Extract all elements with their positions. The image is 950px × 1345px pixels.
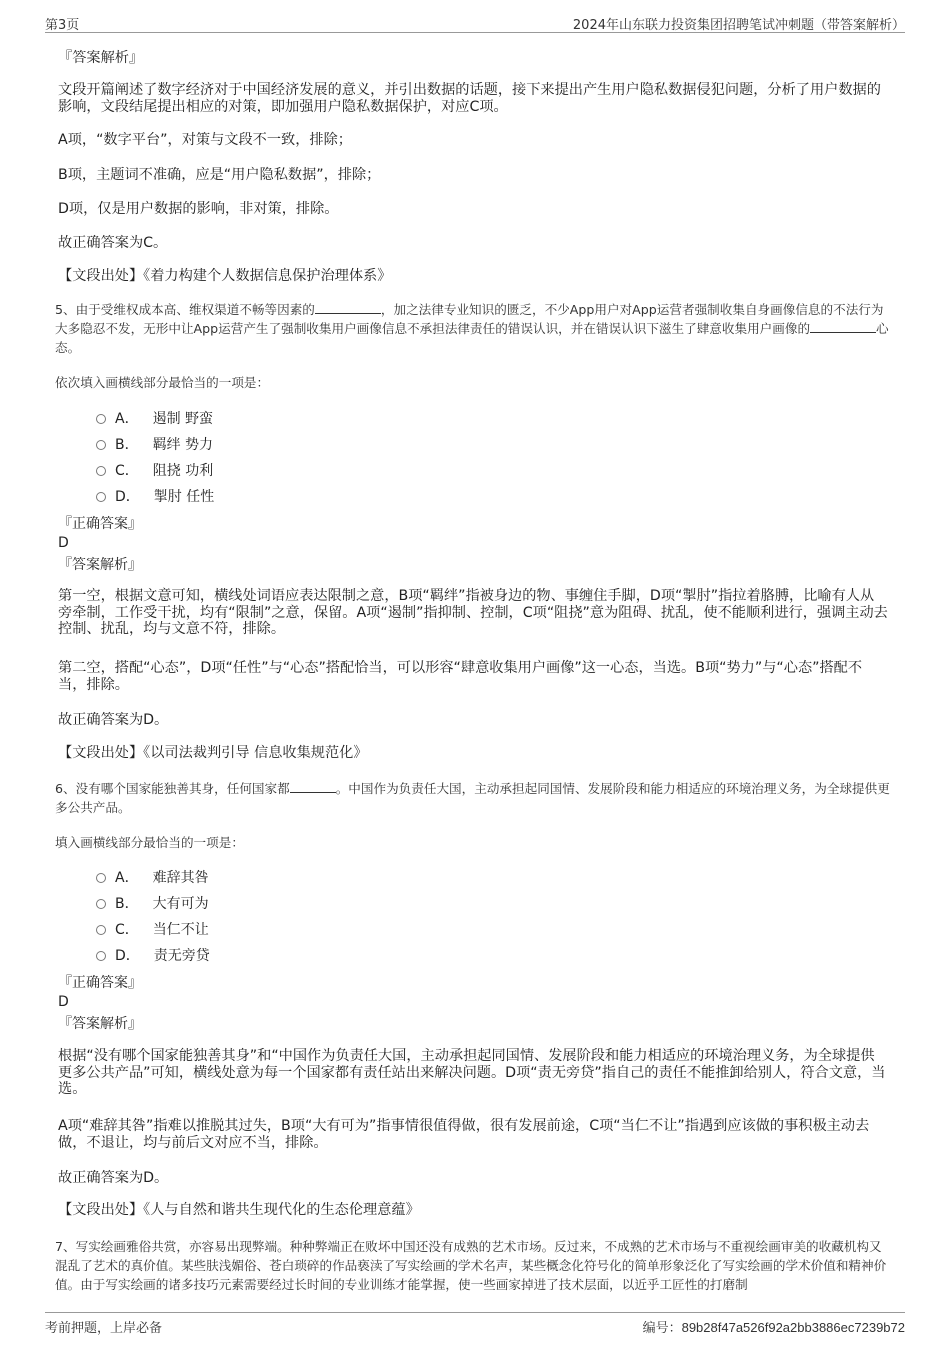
fill-blank	[290, 781, 336, 793]
q4-analysis-p4: D项，仅是用户数据的影响，非对策，排除。	[58, 201, 339, 217]
q4-analysis-label: 『答案解析』	[58, 50, 144, 66]
q5-option-d[interactable]: D． 掣肘 任性	[96, 488, 214, 506]
q4-analysis-p1: 文段开篇阐述了数字经济对于中国经济发展的意义，并引出数据的话题，接下来提出产生用户隐私数据侵犯问题，分析了用户数据的影响，文段结尾提出相应的对策，即加强用户隐私数据保护，对应C项。	[58, 82, 881, 115]
radio-icon[interactable]	[96, 899, 106, 909]
q5-option-b[interactable]: B． 羁绊 势力	[96, 436, 213, 454]
document-code: 编号：89b28f47a526f92a2bb3886ec7239b72	[642, 1320, 905, 1336]
radio-icon[interactable]	[96, 466, 106, 476]
q6-answer: D	[58, 994, 69, 1010]
radio-icon[interactable]	[96, 492, 106, 502]
q6-answer-conclusion: 故正确答案为D。	[58, 1170, 169, 1186]
q5-option-c[interactable]: C． 阻挠 功利	[96, 462, 213, 480]
q6-analysis-p2: A项“难辞其咎”指难以推脱其过失，B项“大有可为”指事情很值得做，很有发展前途，C项“当仁不让”指遇到应该做的事积极主动去做，不退让，均与前后文对应不当，排除。	[58, 1118, 870, 1151]
q6-prompt: 填入画横线部分最恰当的一项是：	[55, 835, 244, 850]
radio-icon[interactable]	[96, 873, 106, 883]
q6-option-b[interactable]: B． 大有可为	[96, 895, 209, 913]
q4-analysis-p2: A项，“数字平台”，对策与文段不一致，排除；	[58, 132, 352, 148]
q5-answer-label: 『正确答案』	[58, 516, 142, 532]
q5-source: 【文段出处】《以司法裁判引导 信息收集规范化》	[58, 745, 368, 761]
q5-prompt: 依次填入画横线部分最恰当的一项是：	[55, 375, 270, 390]
q5-option-a[interactable]: A． 遏制 野蛮	[96, 410, 213, 428]
q7-stem: 7、写实绘画雅俗共赏，亦容易出现弊端。种种弊端正在败坏中国还没有成熟的艺术市场。反过来，不成熟的艺术市场与不重视绘画审美的收藏机构又混乱了艺术的真价值。某些肤浅媚俗、苍白琐碎的作品亵渎了写实绘画的学术名声，某些概念化符号化的简单形象泛化了写实绘画的学术价值和精神价值。由于写实绘画的诸多技巧元素需要经过长时间的专业训练才能掌握，使一些画家掉进了技术层面，以近乎工匠性的打磨制	[55, 1239, 887, 1292]
q5-answer-conclusion: 故正确答案为D。	[58, 712, 169, 728]
q5-analysis-p1: 第一空，根据文意可知，横线处词语应表达限制之意，B项“羁绊”指被身边的物、事缠住手脚，D项“掣肘”指拉着胳膊，比喻有人从旁牵制，工作受干扰，均有“限制”之意，保留。A项“遏制”指抑制、控制，C项“阻挠”意为阻碍、扰乱，使不能顺利进行，强调主动去控制、扰乱，均与文意不符，排除。	[58, 588, 888, 637]
q4-answer-conclusion: 故正确答案为C。	[58, 235, 168, 251]
radio-icon[interactable]	[96, 925, 106, 935]
fill-blank	[315, 302, 381, 314]
document-title: 2024年山东联力投资集团招聘笔试冲刺题（带答案解析）	[572, 18, 905, 33]
page-header	[45, 12, 905, 33]
q6-option-c[interactable]: C． 当仁不让	[96, 921, 209, 939]
q6-answer-label: 『正确答案』	[58, 975, 142, 991]
q5-analysis-label: 『答案解析』	[58, 557, 142, 573]
q4-source: 【文段出处】《着力构建个人数据信息保护治理体系》	[58, 268, 392, 284]
q6-stem: 6、没有哪个国家能独善其身，任何国家都 。中国作为负责任大国，主动承担起同国情、发展阶段和能力相适应的环境治理义务，为全球提供更多公共产品。	[55, 781, 890, 815]
radio-icon[interactable]	[96, 951, 106, 961]
q6-analysis-p1: 根据“没有哪个国家能独善其身”和“中国作为负责任大国，主动承担起同国情、发展阶段和能力相适应的环境治理义务，为全球提供更多公共产品”可知，横线处意为每一个国家都有责任站出来解决问题。D项“责无旁贷”指自己的责任不能推卸给别人，符合文意，当选。	[58, 1048, 886, 1097]
q5-stem: 5、由于受维权成本高、维权渠道不畅等因素的 ，加之法律专业知识的匮乏，不少App用户对App运营者强制收集自身画像信息的不法行为大多隐忍不发，无形中让App运营产生了强制收集用户画像信息不承担法律责任的错误认识，并在错误认识下滋生了肆意收集用户画像的 心态。	[55, 302, 889, 355]
q4-analysis-p3: B项，主题词不准确，应是“用户隐私数据”，排除；	[58, 167, 381, 183]
q5-analysis-p2: 第二空，搭配“心态”，D项“任性”与“心态”搭配恰当，可以形容“肆意收集用户画像”这一心态，当选。B项“势力”与“心态”搭配不当，排除。	[58, 660, 863, 693]
fill-blank	[810, 321, 876, 333]
q6-source: 【文段出处】《人与自然和谐共生现代化的生态伦理意蕴》	[58, 1202, 420, 1218]
q5-answer: D	[58, 535, 69, 551]
q6-analysis-label: 『答案解析』	[58, 1016, 142, 1032]
radio-icon[interactable]	[96, 414, 106, 424]
footer-slogan: 考前押题，上岸必备	[45, 1321, 163, 1336]
page-number: 第3页	[45, 18, 80, 33]
q6-option-a[interactable]: A． 难辞其咎	[96, 869, 209, 887]
q6-option-d[interactable]: D． 责无旁贷	[96, 947, 210, 965]
page-footer	[45, 1312, 905, 1335]
radio-icon[interactable]	[96, 440, 106, 450]
